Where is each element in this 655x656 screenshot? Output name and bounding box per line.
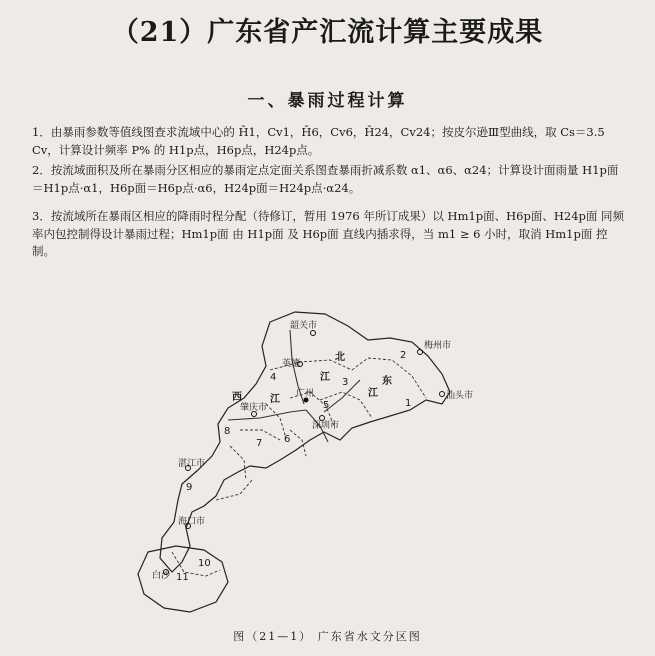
river-label-jiang-3: 江 xyxy=(270,394,280,405)
city-label-zhaoqing: 肇庆市 xyxy=(240,403,268,413)
river-label-xi: 西 xyxy=(232,392,242,403)
zone-number: 7 xyxy=(256,438,263,449)
city-label-shaoguan: 韶关市 xyxy=(290,321,318,331)
city-marker xyxy=(311,331,316,336)
zone-number: 3 xyxy=(342,377,349,388)
zone-number: 6 xyxy=(284,434,291,445)
city-label-yingde: 英德 xyxy=(282,359,301,369)
zone-number: 8 xyxy=(224,426,231,437)
figure-caption: 图（21—1） 广东省水文分区图 xyxy=(233,630,422,643)
section-title: 一、暴雨过程计算 xyxy=(247,91,408,111)
city-marker xyxy=(320,416,325,421)
city-marker xyxy=(418,350,423,355)
city-label-guangzhou: 广州 xyxy=(296,389,315,399)
city-label-shenzhen: 深圳市 xyxy=(312,421,340,431)
hydrology-zoning-map xyxy=(120,300,540,620)
city-label-meizhou: 梅州市 xyxy=(424,341,452,351)
zone-number: 2 xyxy=(400,350,407,361)
river-label-bei: 北 xyxy=(335,352,345,363)
city-label-baisha: 白沙 xyxy=(152,571,171,581)
zone-number: 4 xyxy=(270,372,277,383)
river-label-jiang-1: 江 xyxy=(320,372,330,383)
paragraph-3: 3．按流域所在暴雨区相应的降雨时程分配（待修订，暂用 1976 年所订成果）以 Hm1p面、H6p面、H24p面 同频率内包控制得设计暴雨过程；Hm1p面 由 H1p面 及 H6p面 直线内插求得，当 m1 ≥ 6 小时，取消 Hm1p面 控制。 xyxy=(32,209,625,258)
river-lines xyxy=(228,330,360,442)
paragraph-1: 1．由暴雨参数等值线图查求流域中心的 H̄1，Cv1，H̄6，Cv6，H̄24，Cv24；按皮尔逊Ⅲ型曲线，取 Cs＝3.5 Cv，计算设计频率 P% 的 H1p点，H6p点，H24p点。 xyxy=(32,125,605,157)
zone-number: 9 xyxy=(186,482,193,493)
city-marker xyxy=(440,392,445,397)
paragraph-2: 2．按流域面积及所在暴雨分区相应的暴雨定点定面关系图查暴雨折减系数 α1、α6、α24；计算设计面雨量 H1p面＝H1p点·α1，H6p面＝H6p点·α6，H24p面＝H24p点·α24。 xyxy=(32,163,619,195)
zone-number: 10 xyxy=(198,558,211,569)
page-title: （21）广东省产汇流计算主要成果 xyxy=(111,17,544,48)
city-label-zhanjiang: 湛江市 xyxy=(178,459,206,469)
zone-number: 5 xyxy=(323,400,330,411)
mainland-outline xyxy=(160,312,450,572)
river-label-dong: 东 xyxy=(382,376,392,387)
zone-number: 1 xyxy=(405,398,412,409)
river-label-jiang-2: 江 xyxy=(368,388,378,399)
city-label-shantou: 汕头市 xyxy=(446,391,474,401)
zone-number: 11 xyxy=(176,572,189,583)
city-label-haikou: 海口市 xyxy=(178,517,206,527)
